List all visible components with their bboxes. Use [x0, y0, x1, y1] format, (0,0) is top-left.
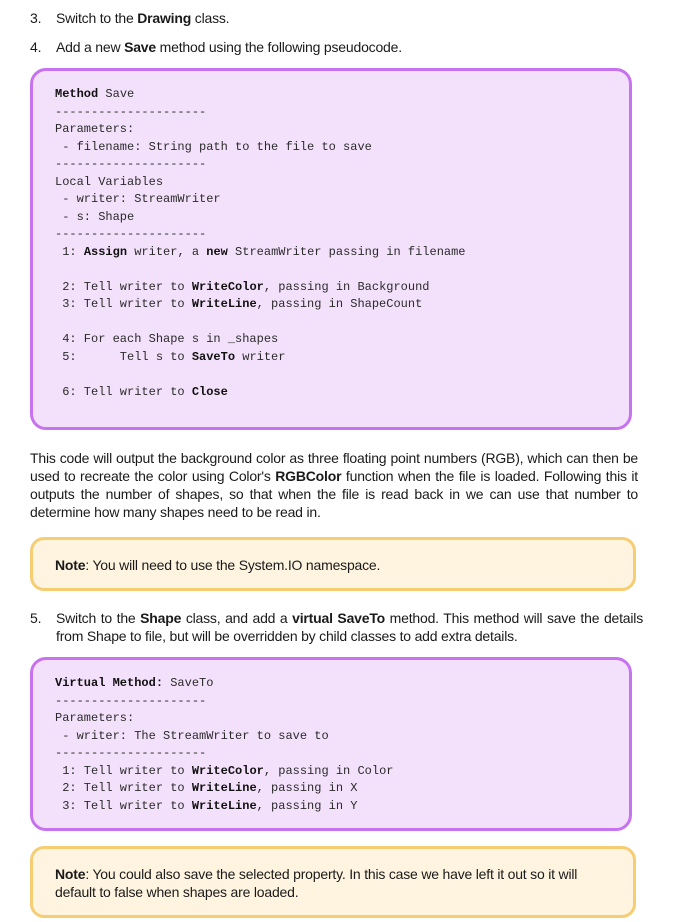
explanation-paragraph	[30, 449, 638, 521]
step-text: Switch to the	[56, 10, 138, 26]
note-label: Note	[55, 557, 86, 573]
note-text: : You could also save the selected property. In this case we have left it out so it will default to false when shapes are loaded.	[55, 866, 578, 900]
text-run: ---------------------	[55, 746, 207, 760]
bold-text: Close	[191, 384, 228, 399]
code-line	[55, 366, 629, 384]
code-line	[55, 745, 629, 763]
code-line	[55, 174, 629, 192]
text-run: 3: Tell writer to	[55, 297, 192, 311]
text-run: ---------------------	[55, 157, 207, 171]
step-number: 4.	[30, 39, 42, 55]
text-run: class, and add a	[181, 610, 293, 626]
step-bold-text: Drawing	[137, 10, 192, 26]
code-line	[55, 104, 629, 122]
code-line	[55, 314, 629, 332]
text-run: , passing in X	[256, 781, 358, 795]
bold-text: Shape	[140, 610, 182, 626]
step-text: method using the following pseudocode.	[155, 39, 402, 55]
text-run: method. This method will save the details from Shape to file, but will be overridden by child classes to add extra details.	[56, 610, 644, 644]
text-run: 2: Tell writer to	[55, 781, 192, 795]
text-run: , passing in Y	[256, 798, 358, 813]
bold-text: virtual SaveTo	[292, 610, 385, 626]
code-line	[55, 86, 629, 104]
text-run: Parameters:	[55, 122, 135, 136]
text-run: ---------------------	[55, 693, 207, 708]
text-run: This code will output the background color as three floating point numbers (RGB), which can then be used to recreate the color using Color's	[30, 450, 638, 484]
text-run: writer, a	[127, 244, 207, 259]
text-run: - writer: The StreamWriter to save to	[55, 728, 329, 743]
text-run: StreamWriter passing in filename	[227, 244, 466, 259]
code-line	[55, 156, 629, 174]
code-line	[55, 384, 629, 402]
note-box-selected-property	[30, 846, 636, 918]
code-line	[55, 331, 629, 349]
text-run: Local Variables	[55, 174, 164, 189]
bold-text: SaveTo	[191, 349, 236, 364]
text-run: Switch to the	[56, 610, 141, 626]
step-text: class.	[191, 10, 230, 26]
code-line	[55, 139, 629, 157]
code-line	[55, 710, 629, 728]
code-line	[55, 261, 629, 279]
text-run: 6: Tell writer to	[55, 384, 192, 399]
bold-text: Virtual Method:	[55, 676, 164, 690]
code-line	[55, 226, 629, 244]
pseudocode-saveto	[55, 675, 629, 815]
pseudocode-save	[55, 86, 629, 401]
code-line	[55, 675, 629, 693]
step-text: Add a new	[56, 39, 125, 55]
bold-text: new	[206, 244, 228, 259]
text-run: , passing in ShapeCount	[256, 297, 423, 311]
pseudocode-box-save	[30, 68, 632, 430]
step-5	[30, 609, 643, 645]
code-line	[55, 728, 629, 746]
text-run: - s: Shape	[55, 209, 135, 224]
step-number: 5.	[30, 610, 42, 626]
text-run: Parameters:	[55, 711, 135, 725]
code-line	[55, 209, 629, 227]
step-4	[30, 38, 643, 56]
code-line	[55, 798, 629, 816]
text-run: Save	[98, 87, 135, 101]
code-line	[55, 121, 629, 139]
text-run: writer	[235, 349, 286, 364]
text-run: function when the file is loaded. Following this it outputs the number of shapes, so that when the file is read back in we can use that number to determine how many shapes need to be read in.	[30, 468, 638, 520]
text-run: 2: Tell writer to	[55, 279, 192, 294]
bold-text: RGBColor	[275, 468, 342, 484]
bold-text: WriteLine	[191, 781, 257, 795]
step-text	[56, 609, 643, 645]
bold-text: WriteColor	[191, 279, 264, 294]
text-run: 5: Tell s to	[55, 349, 192, 364]
code-line	[55, 693, 629, 711]
text-run: ---------------------	[55, 227, 207, 241]
bold-text: WriteColor	[191, 763, 264, 778]
code-line	[55, 763, 629, 781]
note-label: Note	[55, 866, 86, 882]
text-run: - writer: StreamWriter	[55, 192, 221, 206]
code-line	[55, 349, 629, 367]
text-run: SaveTo	[163, 676, 214, 690]
code-line	[55, 780, 629, 798]
note-text: : You will need to use the System.IO namespace.	[85, 557, 381, 573]
bold-text: Assign	[83, 244, 128, 259]
text-run: - filename: String path to the file to save	[55, 139, 372, 154]
code-line	[55, 191, 629, 209]
text-run: 3: Tell writer to	[55, 798, 192, 813]
text-run: , passing in Background	[263, 279, 430, 294]
note-box-system-io	[30, 537, 636, 591]
code-line	[55, 296, 629, 314]
code-line	[55, 279, 629, 297]
bold-text: WriteLine	[191, 297, 257, 311]
step-bold-text: Save	[124, 39, 156, 55]
step-number: 3.	[30, 10, 42, 26]
pseudocode-box-saveto	[30, 657, 632, 831]
text-run: ---------------------	[55, 104, 207, 119]
bold-text: Method	[55, 87, 99, 101]
bold-text: WriteLine	[191, 798, 257, 813]
text-run: 1:	[55, 244, 84, 259]
text-run: , passing in Color	[263, 763, 394, 778]
text-run: 1: Tell writer to	[55, 763, 192, 778]
step-3	[30, 9, 643, 27]
text-run: 4: For each Shape s in _shapes	[55, 332, 279, 346]
code-line	[55, 244, 629, 262]
